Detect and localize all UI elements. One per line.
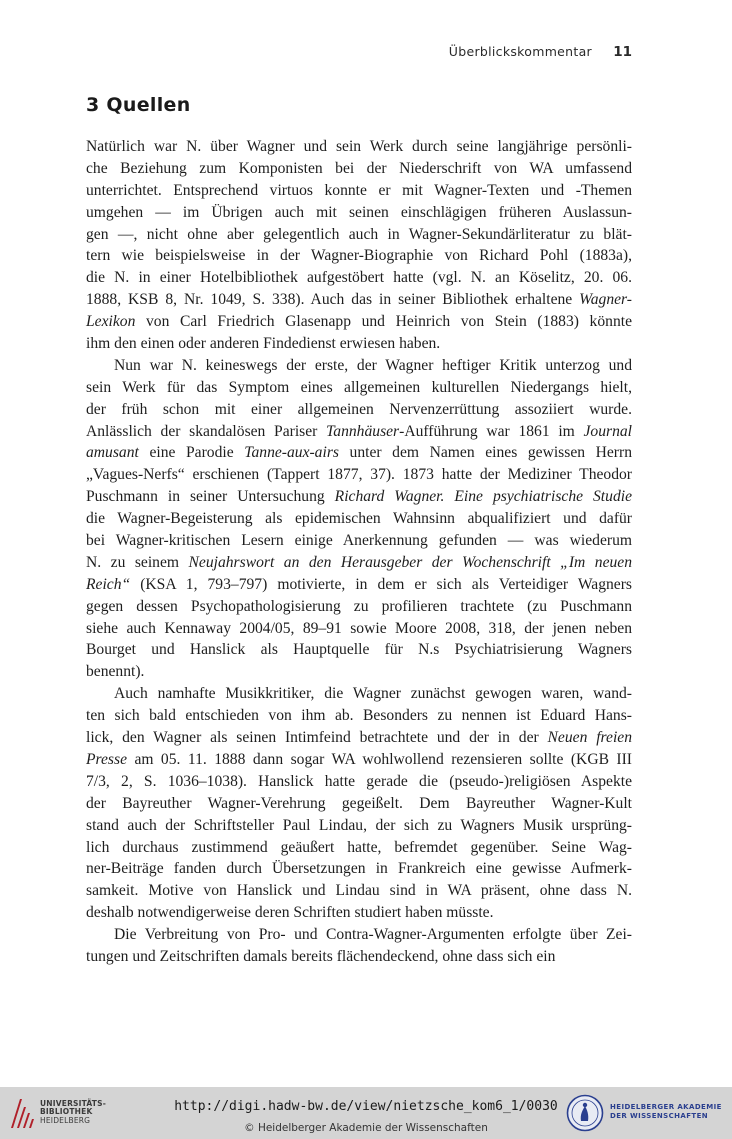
running-title: Überblickskommentar bbox=[448, 44, 592, 59]
text-line bbox=[86, 486, 632, 508]
footer-band bbox=[0, 1087, 732, 1139]
text-line bbox=[86, 136, 632, 158]
text-line bbox=[86, 202, 632, 224]
text-run: Die Verbreitung von Pro- und Contra-Wagner-Argumenten erfolgte über Zei- bbox=[114, 926, 632, 944]
text-line bbox=[86, 289, 632, 311]
text-run: 1888, KSB 8, Nr. 1049, S. 338). Auch das in seiner Bibliothek erhaltene bbox=[86, 291, 580, 309]
text-run: von Carl Friedrich Glasenapp und Heinrich von Stein (1883) könnte bbox=[135, 313, 632, 331]
text-line bbox=[86, 639, 632, 661]
italic-title: Neuen freien bbox=[547, 729, 632, 747]
text-run: gegen dessen Psychopathologisierung zu profilieren trachtete (zu Puschmann bbox=[86, 597, 632, 615]
text-line bbox=[86, 793, 632, 815]
text-line bbox=[86, 924, 632, 946]
italic-title: Reich“ bbox=[86, 575, 131, 593]
text-run: benennt). bbox=[86, 663, 145, 681]
text-run: N. zu seinem bbox=[86, 553, 189, 571]
italic-title: Richard Wagner. Eine psychiatrische Studie bbox=[334, 488, 632, 506]
text-run: sein Werk für das Symptom eines allgemeinen kulturellen Niedergangs hielt, bbox=[86, 378, 632, 396]
text-line bbox=[86, 508, 632, 530]
page-number: 11 bbox=[613, 44, 632, 60]
body-text bbox=[86, 136, 632, 968]
text-line bbox=[86, 574, 632, 596]
text-run: die Wagner-Begeisterung als epidemischen Wahnsinn abqualifiziert und dafür bbox=[86, 510, 632, 528]
italic-title: Neujahrswort an den Herausgeber der Wochenschrift „Im neuen bbox=[188, 553, 633, 571]
italic-title: Wagner- bbox=[579, 291, 632, 309]
text-line bbox=[86, 399, 632, 421]
text-line bbox=[86, 858, 632, 880]
text-run: stand auch der Schriftsteller Paul Lindau, der sich zu Wagners Musik ursprüng- bbox=[86, 816, 632, 834]
text-run: Anlässlich der skandalösen Pariser bbox=[86, 422, 327, 440]
text-run: Nun war N. keineswegs der erste, der Wagner heftiger Kritik unterzog und bbox=[114, 356, 632, 374]
text-line bbox=[86, 180, 632, 202]
text-line bbox=[86, 245, 632, 267]
text-run: die N. in einer Hotelbibliothek aufgestöbert hatte (vgl. N. an Köselitz, 20. 06. bbox=[86, 269, 632, 287]
text-line bbox=[86, 442, 632, 464]
text-run: unterrichtet. Entsprechend virtuos konnte er mit Wagner-Texten und -Themen bbox=[86, 181, 632, 199]
academy-seal-icon bbox=[566, 1094, 604, 1132]
text-line bbox=[86, 421, 632, 443]
text-line bbox=[86, 355, 632, 377]
italic-title: Tanne-aux-airs bbox=[244, 444, 339, 462]
italic-title: Presse bbox=[86, 750, 127, 768]
text-line bbox=[86, 618, 632, 640]
permalink-url[interactable]: http://digi.hadw-bw.de/view/nietzsche_kom6_1/0030 bbox=[174, 1099, 558, 1114]
text-line bbox=[86, 946, 632, 968]
text-run: -Aufführung war 1861 im bbox=[399, 422, 584, 440]
text-run: ner-Beiträge fanden durch Übersetzungen in Frankreich eine gewisse Aufmerk- bbox=[86, 860, 632, 878]
text-run: tungen und Zeitschriften damals bereits flächendeckend, ohne dass sich ein bbox=[86, 947, 556, 965]
text-run: lick, den Wagner als seinen Intimfeind betrachtete und der in der bbox=[86, 729, 548, 747]
text-run: Auch namhafte Musikkritiker, die Wagner zunächst gewogen waren, wand- bbox=[114, 685, 632, 703]
italic-title: Lexikon bbox=[86, 313, 136, 331]
text-run: umgehen — im Übrigen auch mit seinen einschlägigen früheren Auslassun- bbox=[86, 203, 632, 221]
text-run: ten sich bald entschieden von ihm ab. Besonders zu nennen ist Eduard Hans- bbox=[86, 707, 632, 725]
text-run: bei Wagner-kritischen Lesern einige Anerkennung gefunden — was wiederum bbox=[86, 532, 632, 550]
text-run: „Vagues-Nerfs“ erschienen (Tappert 1877, 37). 1873 hatte der Mediziner Theodor bbox=[86, 466, 632, 484]
text-line bbox=[86, 705, 632, 727]
academy-name: HEIDELBERGER AKADEMIE DER WISSENSCHAFTEN bbox=[610, 1103, 722, 1120]
text-run: unter dem Namen eines gewissen Herrn bbox=[338, 444, 632, 462]
text-run: deshalb notwendigerweise deren Schriften studiert haben müsste. bbox=[86, 904, 494, 922]
text-line bbox=[86, 530, 632, 552]
text-line bbox=[86, 727, 632, 749]
text-run: eine Parodie bbox=[138, 444, 245, 462]
section-heading: 3 Quellen bbox=[86, 94, 191, 116]
italic-title: amusant bbox=[86, 444, 139, 462]
italic-title: Journal bbox=[583, 422, 632, 440]
text-line bbox=[86, 464, 632, 486]
text-run: am 05. 11. 1888 dann sogar WA wohlwollend rezensieren sollte (KGB III bbox=[127, 750, 632, 768]
text-line bbox=[86, 333, 632, 355]
text-run: der früh schon mit einer allgemeinen Nervenzerrüttung assoziiert wurde. bbox=[86, 400, 632, 418]
text-run: gen —, nicht ohne aber gelegentlich auch in Wagner-Sekundärliteratur zu blät- bbox=[86, 225, 632, 243]
italic-title: Tannhäuser bbox=[326, 422, 400, 440]
text-line bbox=[86, 377, 632, 399]
text-run: Natürlich war N. über Wagner und sein Werk durch seine langjährige persönli- bbox=[86, 138, 632, 155]
text-line bbox=[86, 158, 632, 180]
text-line bbox=[86, 815, 632, 837]
text-run: samkeit. Motive von Hanslick und Lindau sind in WA präsent, ohne dass N. bbox=[86, 882, 632, 900]
text-run: ihm den einen oder anderen Findedienst erwiesen haben. bbox=[86, 335, 441, 353]
text-run: Puschmann in seiner Untersuchung bbox=[86, 488, 335, 506]
text-line bbox=[86, 749, 632, 771]
text-line bbox=[86, 880, 632, 902]
running-head bbox=[86, 44, 632, 64]
text-run: der Bayreuther Wagner-Verehrung gegeißelt. Dem Bayreuther Wagner-Kult bbox=[86, 794, 632, 812]
text-line bbox=[86, 683, 632, 705]
text-line bbox=[86, 837, 632, 859]
text-line bbox=[86, 552, 632, 574]
copyright-notice: © Heidelberger Akademie der Wissenschaften bbox=[244, 1122, 488, 1134]
text-run: 7/3, 2, S. 1036–1038). Hanslick hatte gerade die (pseudo-)religiösen Aspekte bbox=[86, 772, 632, 790]
university-library-name: UNIVERSITÄTS- BIBLIOTHEK HEIDELBERG bbox=[40, 1099, 107, 1125]
text-run: (KSA 1, 793–797) motivierte, in dem er sich als Verteidiger Wagners bbox=[130, 575, 632, 593]
text-run: lich durchaus zustimmend geäußert hatte, befremdet gegenüber. Seine Wag- bbox=[86, 838, 632, 856]
text-line bbox=[86, 902, 632, 924]
text-line bbox=[86, 771, 632, 793]
text-line bbox=[86, 661, 632, 683]
text-run: siehe auch Kennaway 2004/05, 89–91 sowie Moore 2008, 318, der jenen neben bbox=[86, 619, 632, 637]
text-line bbox=[86, 267, 632, 289]
text-line bbox=[86, 596, 632, 618]
text-run: Bourget und Hanslick als Hauptquelle für N.s Psychiatrisierung Wagners bbox=[86, 641, 632, 659]
text-run: tern wie beispielsweise in der Wagner-Biographie von Richard Pohl (1883a), bbox=[86, 247, 632, 265]
text-line bbox=[86, 224, 632, 246]
text-line bbox=[86, 311, 632, 333]
text-run: che Beziehung zum Komponisten bei der Niederschrift von WA umfassend bbox=[86, 159, 632, 177]
